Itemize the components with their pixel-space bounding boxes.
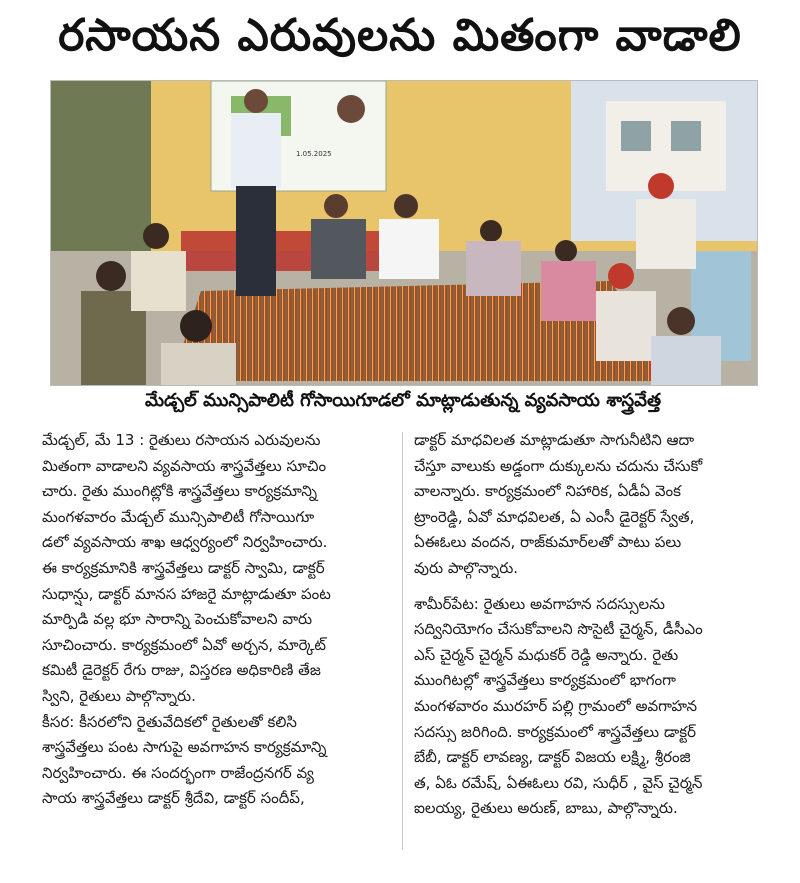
article-line: సుధాన్షు, డాక్టర్ మానస హాజరై మాట్లాడుతూ పంట	[42, 584, 331, 603]
news-photo	[50, 80, 758, 386]
article-line: ముంగిటల్లో శాస్త్రవేత్తలు కార్యక్రమంలో భాగంగా	[414, 671, 676, 690]
article-line: స్విని, రైతులు పాల్గొన్నారు.	[42, 686, 196, 705]
article-line: త, ఏఓ రమేష్, ఏఈఓలు రవి, సుధీర్ , వైస్ చైర్మన్	[414, 773, 703, 792]
article-line: కమిటీ డైరెక్టర్ రేగు రాజు, విస్తరణ అధికారిణి తేజ	[42, 661, 321, 680]
article-right-column	[414, 428, 760, 822]
headline: రసాయన ఎరువులను మితంగా వాడాలి	[58, 10, 742, 61]
article-line: సద్వినియోగం చేసుకోవాలని సొసైటీ చైర్మన్, డీసీఎం	[414, 620, 703, 639]
article-line: శాస్త్రవేత్తలు పంట సాగుపై అవగాహన కార్యక్రమాన్ని	[42, 738, 327, 757]
article-line: బేబీ, డాక్టర్ లావణ్య, డాక్టర్ విజయ లక్ష్మి, శ్రీరంజి	[414, 748, 691, 767]
article-line: మంగళవారం మేడ్చల్ మున్సిపాలిటీ గోసాయిగూ	[42, 507, 315, 526]
article-line: ఐలయ్య, రైతులు అరుణ్, బాబు, పాల్గొన్నారు.	[414, 799, 678, 818]
article-line: డాక్టర్ మాధవిలత మాట్లాడుతూ సాగునీటిని ఆదా	[414, 431, 695, 449]
article-line: వురు పాల్గొన్నారు.	[414, 558, 519, 577]
article-line: నిర్వహించారు. ఈ సందర్భంగా రాజేంద్రనగర్ వ్య	[42, 763, 314, 782]
article-line: ట్రాంరెడ్డి, ఏవో మాధవిలత, ఏ ఎంసీ డైరెక్టర్ స్వేత,	[414, 507, 695, 526]
article-left-column	[42, 428, 392, 812]
article-line: మితంగా వాడాలని వ్యవసాయ శాస్త్రవేత్తలు సూచిం	[42, 456, 327, 475]
article-line: మేడ్చల్, మే 13 : రైతులు రసాయన ఎరువులను	[42, 431, 321, 449]
article-line: ఏఈఓలు వందన, రాజ్‌కుమార్‌లతో పాటు పలు	[414, 533, 682, 552]
article-line: చేస్తూ వాలుకు అడ్డంగా దుక్కులను చదును చేసుకో	[414, 456, 703, 475]
article-line: సూచించారు. కార్యక్రమంలో ఏవో అర్చన, మార్కెట్	[42, 635, 326, 654]
photo-illustration	[51, 81, 757, 385]
article-line: కీసర: కీసరలోని రైతువేదికలో రైతులతో కలిసి	[42, 712, 297, 731]
banner-small-text: 1.05.2025	[296, 150, 332, 158]
article-line: సాయ శాస్త్రవేత్తలు డాక్టర్ శ్రీదేవి, డాక్టర్ సందీప్,	[42, 789, 305, 808]
article-line: ఎస్ చైర్మన్ చైర్మన్ మధుకర్ రెడ్డి అన్నారు. రైతు	[414, 645, 679, 664]
photo-caption: మేడ్చల్ మున్సిపాలిటీ గోసాయిగూడలో మాట్లాడుతున్న వ్యవసాయ శాస్త్రవేత్త	[145, 390, 661, 411]
article-line: వాలన్నారు. కార్యక్రమంలో నిహారిక, ఏడీఏ వెంక	[414, 482, 681, 501]
article-line: ఈ కార్యక్రమానికి శాస్త్రవేత్తలు డాక్టర్ స్వామి, డాక్టర్	[42, 558, 325, 577]
article-line: మంగళవారం మురహర్ పల్లి గ్రామంలో అవగాహన	[414, 696, 698, 715]
article-line: డలో వ్యవసాయ శాఖ ఆధ్వర్యంలో నిర్వహించారు.	[42, 533, 328, 552]
article-line: చారు. రైతు ముంగిట్లోకి శాస్త్రవేత్తలు కార్యక్రమాన్ని	[42, 482, 318, 501]
article-line: మార్పిడి వల్ల భూ సారాన్ని పెంచుకోవాలని వారు	[42, 610, 313, 629]
column-divider	[402, 432, 403, 850]
article-line: సదస్సు జరిగింది. కార్యక్రమంలో శాస్త్రవేత్తలు డాక్టర్	[414, 722, 697, 741]
article-line: శామీర్‌పేట: రైతులు అవగాహన సదస్సులను	[414, 594, 665, 613]
